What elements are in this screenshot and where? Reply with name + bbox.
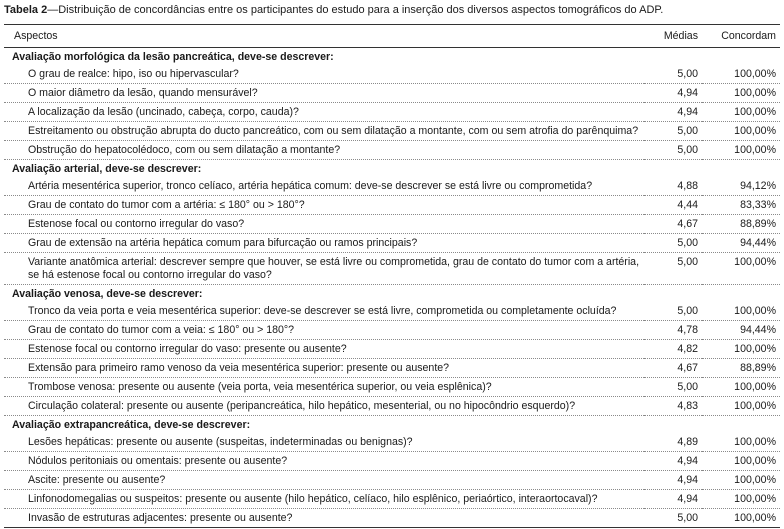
aspect-label: Grau de contato do tumor com a artéria: ≤ 180° ou > 180°? [4, 196, 644, 215]
aspect-label: Estenose focal ou contorno irregular do vaso: presente ou ausente? [4, 340, 644, 359]
section-header-row [4, 48, 780, 66]
table-row [4, 359, 780, 378]
media-value: 5,00 [644, 234, 702, 253]
media-value: 4,94 [644, 471, 702, 490]
media-value: 4,94 [644, 84, 702, 103]
media-value: 5,00 [644, 65, 702, 84]
aspect-label: A localização da lesão (uncinado, cabeça, corpo, cauda)? [4, 103, 644, 122]
concordam-value: 100,00% [702, 253, 780, 285]
aspect-label: Linfonodomegalias ou suspeitos: presente ou ausente (hilo hepático, celíaco, hilo esplênico, periaórtico, interaortocaval)? [4, 490, 644, 509]
aspect-label: Variante anatômica arterial: descrever sempre que houver, se está livre ou comprometida, grau de contato do tumor com a artéria, se há estenose focal ou contorno irregular do vaso? [4, 253, 644, 285]
concordam-value: 100,00% [702, 509, 780, 528]
media-value: 5,00 [644, 141, 702, 160]
table-row [4, 122, 780, 141]
concordam-value: 100,00% [702, 65, 780, 84]
concordam-value: 88,89% [702, 215, 780, 234]
media-value: 4,89 [644, 433, 702, 452]
aspect-label: O grau de realce: hipo, iso ou hipervascular? [4, 65, 644, 84]
media-value: 5,00 [644, 302, 702, 321]
aspect-label: Lesões hepáticas: presente ou ausente (suspeitas, indeterminadas ou benignas)? [4, 433, 644, 452]
aspect-label: Obstrução do hepatocolédoco, com ou sem dilatação a montante? [4, 141, 644, 160]
section-title: Avaliação venosa, deve-se descrever: [12, 288, 203, 300]
media-value: 4,67 [644, 215, 702, 234]
header-concordam: Concordam [702, 25, 780, 48]
header-aspectos: Aspectos [4, 25, 644, 48]
aspect-label: Artéria mesentérica superior, tronco celíaco, artéria hepática comum: deve-se descrever se está livre ou comprometida? [4, 177, 644, 196]
table-row [4, 177, 780, 196]
header-medias: Médias [644, 25, 702, 48]
concordam-value: 100,00% [702, 302, 780, 321]
table-caption [4, 3, 663, 17]
aspect-label: Grau de extensão na artéria hepática comum para bifurcação ou ramos principais? [4, 234, 644, 253]
table-row [4, 471, 780, 490]
table-row [4, 490, 780, 509]
table-body [4, 48, 780, 528]
section-header-row [4, 160, 780, 178]
aspect-label: Tronco da veia porta e veia mesentérica superior: deve-se descrever se está livre, comprometida ou completamente ocluída? [4, 302, 644, 321]
concordam-value: 94,44% [702, 321, 780, 340]
section-title: Avaliação morfológica da lesão pancreática, deve-se descrever: [12, 51, 334, 63]
media-value: 5,00 [644, 122, 702, 141]
concordam-value: 100,00% [702, 141, 780, 160]
media-value: 4,82 [644, 340, 702, 359]
concordam-value: 100,00% [702, 103, 780, 122]
media-value: 4,88 [644, 177, 702, 196]
media-value: 5,00 [644, 253, 702, 285]
table-row [4, 378, 780, 397]
concordam-value: 100,00% [702, 397, 780, 416]
aspect-label: Estreitamento ou obstrução abrupta do ducto pancreático, com ou sem dilatação a montante, com ou sem atrofia do parênquima? [4, 122, 644, 141]
table-row [4, 215, 780, 234]
table-row [4, 397, 780, 416]
table-row [4, 302, 780, 321]
media-value: 4,78 [644, 321, 702, 340]
caption-text: —Distribuição de concordâncias entre os participantes do estudo para a inserção dos diversos aspectos tomográficos do ADP. [47, 4, 664, 16]
media-value: 4,94 [644, 452, 702, 471]
table-row [4, 433, 780, 452]
table-row [4, 141, 780, 160]
aspect-label: Nódulos peritoniais ou omentais: presente ou ausente? [4, 452, 644, 471]
table-row [4, 84, 780, 103]
concordam-value: 100,00% [702, 452, 780, 471]
concordam-value: 94,12% [702, 177, 780, 196]
section-title: Avaliação extrapancreática, deve-se descrever: [12, 419, 251, 431]
media-value: 4,94 [644, 103, 702, 122]
concordam-value: 100,00% [702, 122, 780, 141]
table-row [4, 340, 780, 359]
aspect-label: Ascite: presente ou ausente? [4, 471, 644, 490]
aspect-label: Trombose venosa: presente ou ausente (veia porta, veia mesentérica superior, ou veia esplênica)? [4, 378, 644, 397]
media-value: 4,94 [644, 490, 702, 509]
table-row [4, 196, 780, 215]
media-value: 4,44 [644, 196, 702, 215]
aspect-label: Grau de contato do tumor com a veia: ≤ 180° ou > 180°? [4, 321, 644, 340]
media-value: 5,00 [644, 378, 702, 397]
concordam-value: 88,89% [702, 359, 780, 378]
concordam-value: 100,00% [702, 433, 780, 452]
concordam-value: 83,33% [702, 196, 780, 215]
table-row [4, 253, 780, 285]
concordam-value: 94,44% [702, 234, 780, 253]
section-header-row [4, 416, 780, 434]
aspect-label: Invasão de estruturas adjacentes: presente ou ausente? [4, 509, 644, 528]
aspect-label: Extensão para primeiro ramo venoso da veia mesentérica superior: presente ou ausente? [4, 359, 644, 378]
concordam-value: 100,00% [702, 378, 780, 397]
table-row [4, 234, 780, 253]
caption-label: Tabela 2 [4, 4, 48, 16]
aspect-label: Estenose focal ou contorno irregular do vaso? [4, 215, 644, 234]
concordam-value: 100,00% [702, 490, 780, 509]
table-row [4, 65, 780, 84]
aspect-label: O maior diâmetro da lesão, quando mensurável? [4, 84, 644, 103]
table-row [4, 321, 780, 340]
media-value: 4,67 [644, 359, 702, 378]
media-value: 5,00 [644, 509, 702, 528]
table-header-row [4, 25, 780, 48]
media-value: 4,83 [644, 397, 702, 416]
concordam-value: 100,00% [702, 471, 780, 490]
table-row [4, 452, 780, 471]
table-row [4, 509, 780, 528]
aspect-label: Circulação colateral: presente ou ausente (peripancreática, hilo hepático, mesenterial, ou no hipocôndrio esquerdo)? [4, 397, 644, 416]
concordam-value: 100,00% [702, 84, 780, 103]
concordam-value: 100,00% [702, 340, 780, 359]
concordance-table [4, 24, 780, 528]
section-title: Avaliação arterial, deve-se descrever: [12, 163, 202, 175]
table-row [4, 103, 780, 122]
section-header-row [4, 285, 780, 303]
